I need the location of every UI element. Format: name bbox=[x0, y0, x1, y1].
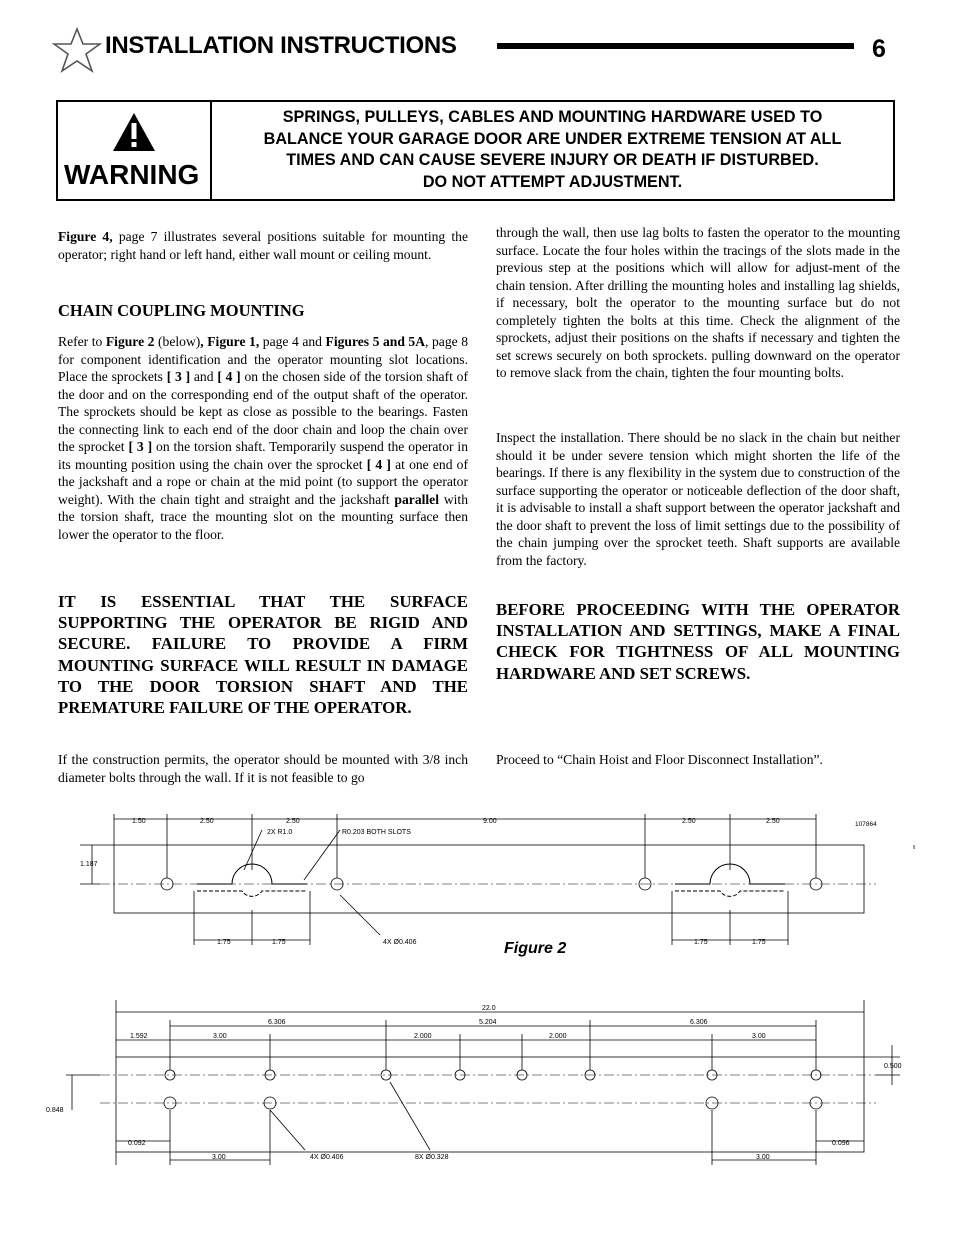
plate-dim-label: 3.00 bbox=[213, 1033, 227, 1040]
operator-base-outline bbox=[114, 845, 864, 913]
warning-line: BALANCE YOUR GARAGE DOOR ARE UNDER EXTREME TENSION AT ALL bbox=[263, 129, 842, 148]
holes-callout: 4X Ø0.406 bbox=[383, 939, 417, 946]
warning-triangle-icon bbox=[112, 112, 156, 152]
warning-line: DO NOT ATTEMPT ADJUSTMENT. bbox=[422, 172, 683, 191]
header-rule bbox=[497, 43, 854, 49]
plate-dim-label: 3.00 bbox=[752, 1033, 766, 1040]
plate-right-dim: 0.500 bbox=[884, 1063, 902, 1070]
section-heading: CHAIN COUPLING MOUNTING bbox=[58, 301, 305, 320]
intro-paragraph: Figure 4, page 7 illustrates several positions suitable for mounting the operator; right hand or left hand, either wall mount or ceiling mount. bbox=[58, 229, 468, 262]
slot-callout: 2X R1.0 bbox=[267, 829, 293, 836]
plate-bottom-right-dim: 0.096 bbox=[832, 1140, 850, 1147]
fig2-dim-label: 9.00 bbox=[483, 818, 497, 825]
warning-line: SPRINGS, PULLEYS, CABLES AND MOUNTING HARDWARE USED TO bbox=[282, 108, 823, 126]
warning-label-panel bbox=[58, 102, 212, 199]
page-title: INSTALLATION INSTRUCTIONS bbox=[105, 32, 457, 59]
plate-dim-label: 1.592 bbox=[130, 1033, 148, 1040]
figure-4-ref: Figure 4, bbox=[58, 229, 113, 244]
fig2-bottom-dim: 1.75 bbox=[694, 939, 708, 946]
fig2-dim-label: 2.50 bbox=[286, 818, 300, 825]
star-logo-icon bbox=[52, 27, 102, 73]
plate-left-dim: 0.848 bbox=[46, 1107, 64, 1114]
plate-overall-dim: 22.0 bbox=[482, 1005, 496, 1012]
figure-2-drawing bbox=[70, 808, 920, 958]
plate-dim-label: 6.306 bbox=[268, 1019, 286, 1026]
essential-notice: IT IS ESSENTIAL THAT THE SURFACE SUPPORTING THE OPERATOR BE RIGID AND SECURE. FAILURE TO PROVIDE A FIRM MOUNTING SURFACE WILL RESULT IN DAMAGE TO THE DOOR TORSION SHAFT AND THE PREMATURE FAILURE OF THE OPERATOR. bbox=[58, 592, 468, 718]
fig2-left-dim: 1.187 bbox=[80, 861, 98, 868]
mounting-plate-drawing bbox=[40, 995, 920, 1165]
fig2-dim-label: 2.50 bbox=[200, 818, 214, 825]
plate-dim-label: 2.000 bbox=[414, 1033, 432, 1040]
plate-holes-callout: 8X Ø0.328 bbox=[415, 1154, 449, 1161]
fig2-dim-label: 1.50 bbox=[132, 818, 146, 825]
warning-label: WARNING bbox=[64, 159, 200, 190]
fig2-bottom-dim: 1.75 bbox=[272, 939, 286, 946]
plate-bottom-dim: 3.00 bbox=[756, 1154, 770, 1161]
plate-bottom-left-dim: 0.092 bbox=[128, 1140, 146, 1147]
figure-caption: Figure 2 bbox=[504, 940, 567, 957]
construction-paragraph: If the construction permits, the operator should be mounted with 3/8 inch diameter bolts through the wall. If it is not feasible to go bbox=[58, 752, 468, 785]
plate-dim-label: 2.000 bbox=[549, 1033, 567, 1040]
plate-dim-label: 6.306 bbox=[690, 1019, 708, 1026]
final-check-notice: BEFORE PROCEEDING WITH THE OPERATOR INSTALLATION AND SETTINGS, MAKE A FINAL CHECK FOR TIGHTNESS OF ALL MOUNTING HARDWARE AND SET SCREWS. bbox=[496, 600, 900, 683]
fig2-dim-label: 2.50 bbox=[766, 818, 780, 825]
plate-dim-label: 5.204 bbox=[479, 1019, 497, 1026]
both-slots-callout: R0.203 BOTH SLOTS bbox=[342, 829, 411, 836]
fig2-bottom-dim: 1.75 bbox=[752, 939, 766, 946]
proceed-note: Proceed to “Chain Hoist and Floor Disconnect Installation”. bbox=[496, 752, 823, 767]
warning-message bbox=[212, 107, 893, 193]
inspect-paragraph: Inspect the installation. There should be no slack in the chain but neither should it be under severe tension which might shorten the life of the bearings. If there is any flexibility in the system due to construction of the surface supporting the operator or noticeable deflection of the door shaft, it is advisable to install a shaft support between the operator jackshaft and the door shaft to prevent the loss of limit settings due to the possibility of the chain jumping over the sprocket teeth. Shaft supports are available from the factory. bbox=[496, 430, 900, 568]
warning-box bbox=[56, 100, 895, 201]
coupling-paragraph: Refer to Figure 2 (below), Figure 1, page 4 and Figures 5 and 5A, page 8 for component identification and the operator mounting slot locations. Place the sprockets [ 3 ] and [ 4 ] on the chosen side of the torsion shaft of the door and on the corresponding end of the output shaft of the operator. The sprockets should be kept as close as possible to the bearings. Fasten the connecting link to each end of the door chain and loop the chain over the sprocket [ 3 ] on the torsion shaft. Temporarily suspend the operator in its mounting position using the chain over the sprocket [ 4 ] at one end of the jackshaft and a rope or chain at the mid point (to support the operator weight). With the chain tight and straight and the jackshaft parallel with the torsion shaft, trace the mounting slot on the mounting surface then lower the operator to the floor. bbox=[58, 334, 469, 542]
plate-holes-callout: 4X Ø0.406 bbox=[310, 1154, 344, 1161]
plate-bottom-dim: 3.00 bbox=[212, 1154, 226, 1161]
mounting-plate-outline bbox=[116, 1057, 864, 1152]
part-number: 107864 bbox=[855, 821, 877, 828]
fig2-dim-label: 2.50 bbox=[682, 818, 696, 825]
fig2-bottom-dim: 1.75 bbox=[217, 939, 231, 946]
warning-line: TIMES AND CAN CAUSE SEVERE INJURY OR DEATH IF DISTURBED. bbox=[286, 151, 819, 169]
mounting-paragraph: through the wall, then use lag bolts to fasten the operator to the mounting surface. Locate the four holes within the tracings of the slots made in the previous step at the positions which will allow for adjust-ment of the chain tension. After drilling the mounting holes and installing lag shields, if necessary, bolt the operator to the mounting surface but do not completely tighten the bolts at this time. Check the alignment of the sprockets, adjust their positions on the shafts if necessary and tighten the set screws securely on both sprockets. pulling downward on the operator to remove slack from the chain, tighten the four mounting bolts. bbox=[496, 225, 900, 380]
page-number: 6 bbox=[872, 35, 886, 63]
